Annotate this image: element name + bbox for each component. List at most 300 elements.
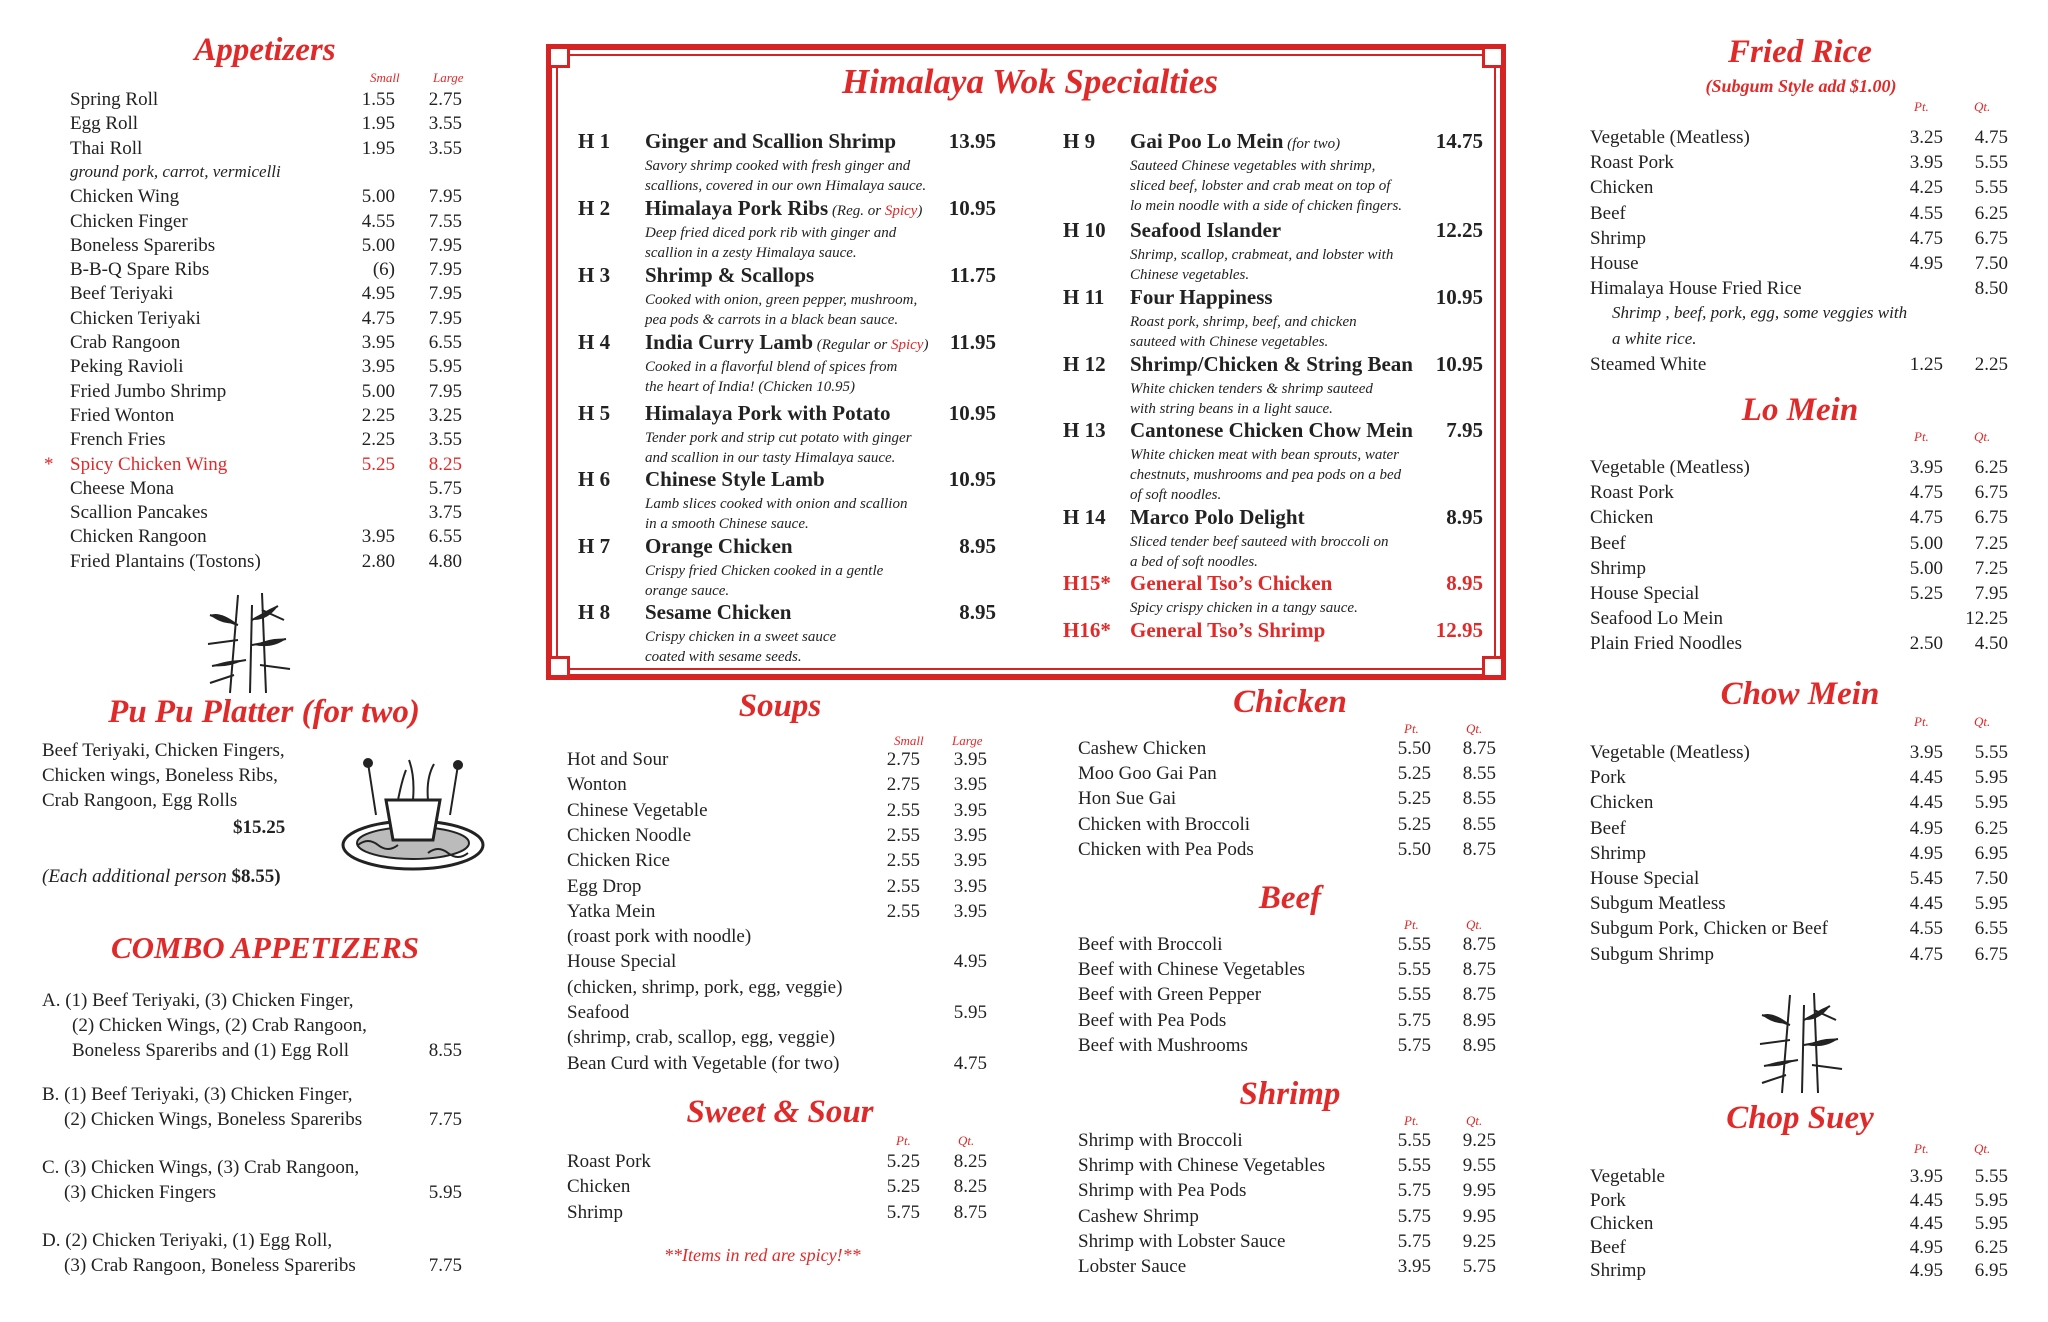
- item-price-small: 4.95: [1909, 1236, 1943, 1258]
- menu-item: [70, 308, 462, 332]
- shrimp-title: Shrimp: [1239, 1076, 1341, 1112]
- menu-item: [70, 478, 462, 502]
- item-price-large: 8.75: [1462, 984, 1496, 1006]
- item-price-large: 5.95: [1974, 1189, 2008, 1211]
- specialty-price: 10.95: [1435, 352, 1483, 376]
- item-name: Seafood: [567, 1002, 630, 1023]
- item-price-large: 7.25: [1974, 557, 2008, 579]
- pupu-line: Beef Teriyaki, Chicken Fingers,: [42, 740, 285, 761]
- specialty-price: 14.75: [1435, 129, 1483, 153]
- menu-item: [1590, 1260, 2008, 1284]
- item-price-large: 5.55: [1974, 177, 2008, 199]
- specialty-code: H 6: [578, 467, 611, 491]
- lo-mein-title: Lo Mein: [1741, 392, 1859, 428]
- chicken-col-small: Pt.: [1404, 721, 1419, 736]
- item-price-large: 8.55: [1462, 813, 1496, 835]
- shrimp-col-small: Pt.: [1404, 1113, 1419, 1128]
- specialty-name-text: Cantonese Chicken Chow Mein: [1130, 418, 1413, 442]
- lo-mein-col-large: Qt.: [1974, 429, 1991, 444]
- item-price-small: 5.55: [1397, 984, 1431, 1006]
- specialty-name: [1130, 218, 1281, 243]
- item-price-small: 5.75: [1397, 1205, 1431, 1227]
- combo-price: 7.75: [428, 1255, 462, 1276]
- item-price-large: 9.25: [1462, 1230, 1496, 1252]
- specialty-name: [645, 534, 793, 559]
- specialty-description: [1130, 312, 1357, 352]
- item-price-large: 6.95: [1974, 842, 2008, 864]
- menu-item: [1590, 918, 2008, 942]
- combo-price: 7.75: [428, 1109, 462, 1130]
- specialty-name-text: Seafood Islander: [1130, 218, 1282, 242]
- item-price-small: 5.45: [1909, 868, 1943, 889]
- specialty-desc-line: lo mein noodle with a side of chicken fingers.: [1130, 198, 1403, 214]
- chop-suey-col-large: Qt.: [1974, 1141, 1991, 1156]
- menu-item: [70, 502, 462, 526]
- menu-item: [1590, 1166, 2008, 1190]
- item-price-large: 7.50: [1974, 253, 2008, 274]
- item-price-large: 6.75: [1974, 482, 2008, 504]
- specialty-name: [1130, 505, 1305, 530]
- item-price-small: 4.45: [1909, 1189, 1943, 1211]
- specialty-name-text: Himalaya Pork Ribs: [645, 196, 829, 220]
- item-name: B-B-Q Spare Ribs: [70, 259, 210, 281]
- item-name: Shrimp: [567, 1201, 623, 1223]
- menu-item: [567, 1151, 987, 1175]
- item-name: House Special: [1590, 583, 1700, 604]
- item-price-large: 4.95: [953, 951, 987, 973]
- sweet-sour-col-large: Qt.: [958, 1133, 975, 1148]
- pupu-additional-label: (Each additional person: [42, 866, 227, 887]
- menu-item: [1590, 893, 2008, 917]
- item-name: Vegetable (Meatless): [1590, 457, 1750, 478]
- specialty-code: H 11: [1063, 285, 1105, 309]
- item-price-large: 6.25: [1974, 1236, 2008, 1258]
- item-price-large: 6.25: [1974, 202, 2008, 224]
- bamboo-illustration: [200, 585, 300, 695]
- menu-item: [1078, 1130, 1496, 1154]
- item-name: Subgum Shrimp: [1590, 943, 1715, 965]
- item-price-small: 5.00: [1909, 532, 1943, 554]
- specialty-code: H16*: [1063, 618, 1111, 642]
- specialty-price: 8.95: [1446, 571, 1483, 595]
- item-price-large: 3.55: [428, 113, 462, 135]
- specialty-name-text: Shrimp/Chicken & String Bean: [1130, 352, 1413, 376]
- item-name: Beef: [1590, 1236, 1626, 1258]
- item-name: House Special: [1590, 868, 1700, 889]
- specialty-desc-line: Spicy crispy chicken in a tangy sauce.: [1130, 600, 1358, 616]
- specialty-name-text: Orange Chicken: [645, 534, 793, 558]
- specialty-description: [645, 494, 907, 534]
- item-price-large: 5.95: [1974, 1213, 2008, 1235]
- item-price-large: 4.75: [953, 1052, 987, 1074]
- specialty-price: 8.95: [1446, 505, 1483, 529]
- item-price-large: 8.95: [1462, 1009, 1496, 1031]
- appetizers-col-small: Small: [370, 70, 400, 85]
- item-price-small: 5.55: [1397, 1130, 1431, 1151]
- item-price-small: 2.75: [886, 774, 920, 796]
- item-price-small: 5.25: [886, 1176, 920, 1198]
- item-name: House: [1590, 253, 1639, 274]
- menu-item: [567, 850, 987, 874]
- specialty-desc-line: sliced beef, lobster and crab meat on top of: [1130, 178, 1391, 194]
- specialty-code: H 10: [1063, 218, 1106, 242]
- item-price-large: 3.95: [953, 774, 987, 796]
- specialty-description: [645, 357, 897, 397]
- item-price-small: 5.75: [1397, 1230, 1431, 1252]
- pupu-line: Crab Rangoon, Egg Rolls: [42, 790, 238, 811]
- item-name: Fried Jumbo Shrimp: [70, 380, 227, 402]
- specialty-desc-line: scallions, covered in our own Himalaya sauce.: [645, 178, 927, 194]
- specialty-price: 11.75: [949, 263, 996, 287]
- specialty-name: [1130, 352, 1413, 377]
- menu-item: [1590, 818, 2008, 842]
- fried-rice-col-large: Qt.: [1974, 99, 1991, 114]
- specialty-code: H 14: [1063, 505, 1106, 529]
- item-name: Seafood Lo Mein: [1590, 608, 1723, 630]
- item-price-large: 5.75: [1462, 1256, 1496, 1277]
- specialty-name: [645, 467, 825, 492]
- menu-item: [1590, 177, 2008, 201]
- item-price-large: 8.75: [1462, 738, 1496, 759]
- item-name: Egg Roll: [70, 113, 139, 135]
- item-name: Beef: [1590, 817, 1626, 839]
- item-price-large: 4.75: [1974, 127, 2008, 148]
- menu-item: [70, 526, 462, 550]
- menu-item: [1590, 1190, 2008, 1214]
- item-name: Shrimp with Chinese Vegetables: [1078, 1155, 1326, 1177]
- item-price-small: 2.25: [361, 404, 395, 426]
- menu-item: [70, 356, 462, 380]
- menu-item: [1590, 558, 2008, 582]
- menu-item: [70, 405, 462, 429]
- specialty-code: H 1: [578, 129, 611, 153]
- specialty-code: H 8: [578, 600, 611, 624]
- item-price-large: 5.75: [428, 477, 462, 499]
- item-name: Chicken Rice: [567, 850, 670, 872]
- specialty-name: [1130, 571, 1332, 596]
- menu-item: [1590, 608, 2008, 632]
- item-name: Moo Goo Gai Pan: [1078, 763, 1217, 785]
- combo-line: Boneless Spareribs and (1) Egg Roll: [72, 1040, 350, 1061]
- specialty-description: [1130, 532, 1389, 572]
- combo-line: C. (3) Chicken Wings, (3) Crab Rangoon,: [42, 1157, 360, 1178]
- menu-item: [1590, 583, 2008, 607]
- specialty-description: [645, 428, 912, 468]
- menu-item: [1590, 533, 2008, 557]
- specialty-desc-line: Chinese vegetables.: [1130, 267, 1250, 283]
- item-price-small: 1.95: [361, 137, 395, 159]
- specialty-name: [645, 600, 791, 625]
- item-price-small: 2.80: [361, 550, 395, 572]
- item-price-large: 7.95: [428, 186, 462, 208]
- specialty-desc-line: Sliced tender beef sauteed with broccoli on: [1130, 534, 1389, 550]
- item-price-small: 4.75: [361, 307, 395, 329]
- item-name: Beef with Mushrooms: [1078, 1034, 1248, 1056]
- item-name: Chicken: [1590, 507, 1654, 529]
- item-price-small: 5.25: [1397, 813, 1431, 835]
- item-price-small: 4.95: [1909, 842, 1943, 864]
- menu-item: [1590, 868, 2008, 892]
- item-name: Spicy Chicken Wing: [70, 453, 228, 475]
- item-price-small: 2.75: [886, 749, 920, 770]
- menu-item: [567, 977, 987, 1001]
- item-price-small: 2.25: [361, 429, 395, 451]
- menu-item: [44, 453, 462, 478]
- beef-col-large: Qt.: [1466, 917, 1483, 932]
- specialty-option-spicy: Spicy: [890, 337, 924, 353]
- beef-title: Beef: [1258, 880, 1322, 916]
- item-name: Subgum Pork, Chicken or Beef: [1590, 918, 1829, 940]
- specialty-desc-line: Lamb slices cooked with onion and scallion: [645, 496, 908, 512]
- item-price-small: 4.95: [1909, 1260, 1943, 1282]
- item-name: Beef with Broccoli: [1078, 934, 1223, 955]
- item-price-large: 5.95: [1974, 792, 2008, 814]
- appetizers-col-large: Large: [433, 70, 464, 85]
- box-corner: [1482, 656, 1504, 678]
- specialty-name-text: Marco Polo Delight: [1130, 505, 1305, 529]
- item-price-small: 5.25: [361, 453, 395, 475]
- item-price-small: 1.25: [1909, 353, 1943, 375]
- specialty-desc-line: coated with sesame seeds.: [645, 649, 802, 665]
- combo-item: [42, 1082, 462, 1132]
- specialty-option: (for two): [1283, 136, 1341, 152]
- specialty-name-text: Shrimp & Scallops: [645, 263, 815, 287]
- item-name: (shrimp, crab, scallop, egg, veggie): [567, 1027, 836, 1049]
- item-name: Chicken Teriyaki: [70, 307, 201, 329]
- item-name: Fried Wonton: [70, 404, 175, 426]
- item-name: Chicken Wing: [70, 186, 180, 208]
- item-price-small: 3.95: [1909, 457, 1943, 478]
- item-name: Chicken: [567, 1176, 631, 1198]
- item-price-large: 3.95: [953, 799, 987, 821]
- specialty-description: [1130, 245, 1393, 285]
- item-price-small: 4.95: [1909, 253, 1943, 274]
- item-price-large: 6.25: [1974, 457, 2008, 478]
- specialty-code: H15*: [1063, 571, 1111, 595]
- lo-mein-col-small: Pt.: [1914, 429, 1929, 444]
- menu-item: [70, 381, 462, 405]
- menu-item: [1078, 738, 1496, 762]
- menu-item: [70, 138, 462, 162]
- pupu-price: $15.25: [233, 817, 286, 838]
- item-price-large: 9.55: [1462, 1155, 1496, 1177]
- specialty-desc-line: Cooked with onion, green pepper, mushroom,: [645, 292, 918, 308]
- item-price-large: 5.95: [953, 1002, 987, 1023]
- menu-item: [567, 800, 987, 824]
- item-price-small: 5.25: [1909, 583, 1943, 604]
- menu-item: [1590, 354, 2008, 378]
- item-name: Vegetable (Meatless): [1590, 127, 1750, 148]
- specialty-name-text: Gai Poo Lo Mein: [1130, 129, 1284, 153]
- spicy-footnote: **Items in red are spicy!**: [664, 1245, 861, 1265]
- combo-line: (2) Chicken Wings, Boneless Spareribs: [64, 1109, 363, 1130]
- item-price-small: 5.25: [1397, 788, 1431, 810]
- item-price-large: 6.75: [1974, 227, 2008, 249]
- menu-item: [1590, 742, 2008, 766]
- menu-item: [1078, 1256, 1496, 1280]
- combo-line: (3) Crab Rangoon, Boneless Spareribs: [64, 1255, 356, 1276]
- chop-suey-col-small: Pt.: [1914, 1141, 1929, 1156]
- specialty-desc-line: Crispy chicken in a sweet sauce: [645, 629, 837, 645]
- item-price-small: 5.50: [1397, 838, 1431, 860]
- item-price-large: 12.25: [1965, 608, 2008, 630]
- item-name: Chicken Noodle: [567, 824, 692, 846]
- item-name: Chicken with Broccoli: [1078, 813, 1251, 835]
- specialty-name: [645, 129, 896, 154]
- item-price-small: 5.55: [1397, 1155, 1431, 1177]
- item-name: French Fries: [70, 429, 166, 451]
- item-name: Thai Roll: [70, 137, 143, 159]
- item-price-large: 8.55: [1462, 763, 1496, 785]
- menu-item: [1590, 1237, 2008, 1261]
- item-price-large: 6.25: [1974, 817, 2008, 839]
- item-price-large: 3.95: [953, 900, 987, 922]
- item-price-small: 3.95: [361, 526, 395, 548]
- item-price-large: 6.75: [1974, 943, 2008, 965]
- menu-item: [1078, 984, 1496, 1008]
- item-name: Beef with Green Pepper: [1078, 984, 1262, 1006]
- menu-item: [1078, 1035, 1496, 1059]
- item-name: Cheese Mona: [70, 477, 174, 499]
- specialty-description: [1130, 598, 1358, 618]
- item-name: Beef with Pea Pods: [1078, 1009, 1227, 1031]
- item-price-small: 2.55: [886, 799, 920, 821]
- specialty-code: H 4: [578, 330, 611, 354]
- menu-item: [1590, 792, 2008, 816]
- item-price-large: 6.55: [1974, 918, 2008, 940]
- specialty-name-text: Chinese Style Lamb: [645, 467, 825, 491]
- combo-item: [42, 1228, 462, 1278]
- item-price-small: 3.25: [1909, 127, 1943, 148]
- item-price-small: 3.95: [361, 356, 395, 378]
- item-price-large: 7.25: [1974, 532, 2008, 554]
- pupu-title: Pu Pu Platter (for two): [108, 694, 420, 730]
- specialty-desc-line: Crispy fried Chicken cooked in a gentle: [645, 563, 884, 579]
- item-name: Hon Sue Gai: [1078, 788, 1177, 810]
- item-name: Shrimp with Pea Pods: [1078, 1180, 1247, 1202]
- item-price-small: 5.00: [361, 234, 395, 256]
- soups-col-small: Small: [894, 733, 924, 748]
- specialty-name: [1130, 618, 1325, 643]
- chow-mein-col-small: Pt.: [1914, 714, 1929, 729]
- item-price-small: 4.75: [1909, 943, 1943, 965]
- item-name: Beef Teriyaki: [70, 283, 174, 305]
- specialty-desc-line: orange sauce.: [645, 583, 730, 599]
- menu-item: [567, 876, 987, 900]
- specialty-code: H 5: [578, 401, 611, 425]
- menu-item: [1590, 253, 2008, 277]
- item-price-large: 8.25: [953, 1151, 987, 1172]
- item-price-large: 5.95: [428, 356, 462, 378]
- item-name: a white rice.: [1612, 328, 1697, 348]
- menu-item: [1078, 934, 1496, 958]
- item-price-small: 3.95: [361, 332, 395, 353]
- box-corner: [548, 656, 570, 678]
- item-price-large: 5.55: [1974, 152, 2008, 174]
- specialty-name: [645, 263, 814, 288]
- menu-item: [70, 429, 462, 453]
- item-name: Chicken with Pea Pods: [1078, 838, 1254, 860]
- specialty-description: [645, 290, 917, 330]
- specialty-desc-line: Roast pork, shrimp, beef, and chicken: [1130, 314, 1357, 330]
- item-name: Vegetable (Meatless): [1590, 742, 1750, 763]
- item-name: Beef: [1590, 532, 1626, 554]
- specialty-description: [645, 156, 926, 196]
- item-price-large: 3.95: [953, 824, 987, 846]
- item-price-small: 4.55: [361, 210, 395, 232]
- item-price-small: 3.95: [1909, 742, 1943, 763]
- item-name: Vegetable: [1590, 1166, 1665, 1187]
- item-name: Chinese Vegetable: [567, 799, 708, 821]
- item-name: Lobster Sauce: [1078, 1256, 1187, 1277]
- menu-item: [1078, 1010, 1496, 1034]
- specialty-name-text: General Tso’s Shrimp: [1130, 618, 1326, 642]
- item-price-small: 4.25: [1909, 177, 1943, 199]
- combo-price: 8.55: [428, 1040, 462, 1061]
- menu-item: [567, 749, 987, 773]
- item-price-large: 8.25: [428, 453, 462, 475]
- item-name: Boneless Spareribs: [70, 234, 216, 256]
- item-price-large: 7.50: [1974, 868, 2008, 889]
- item-price-small: 5.25: [1397, 763, 1431, 785]
- menu-item: [567, 926, 987, 950]
- menu-item: [70, 235, 462, 259]
- menu-item: [1078, 959, 1496, 983]
- item-price-small: 5.55: [1397, 934, 1431, 955]
- specialty-price: 12.25: [1435, 218, 1483, 242]
- item-name: Chicken Rangoon: [70, 526, 207, 548]
- item-price-large: 2.75: [428, 89, 462, 110]
- specialty-name-text: General Tso’s Chicken: [1130, 571, 1333, 595]
- item-price-large: 8.55: [1462, 788, 1496, 810]
- item-price-small: 2.55: [886, 900, 920, 922]
- item-name: Steamed White: [1590, 353, 1707, 375]
- appetizers-title: Appetizers: [194, 32, 336, 68]
- specialty-price: 10.95: [1435, 285, 1483, 309]
- item-price-small: 3.95: [1909, 152, 1943, 174]
- specialty-desc-line: Cooked in a flavorful blend of spices from: [645, 359, 898, 375]
- shrimp-col-large: Qt.: [1466, 1113, 1483, 1128]
- item-price-large: 9.95: [1462, 1180, 1496, 1202]
- item-price-large: 3.55: [428, 137, 462, 159]
- pupu-additional: [42, 866, 281, 888]
- specialty-option: (Reg. or: [828, 203, 885, 219]
- item-name: Shrimp: [1590, 1260, 1646, 1282]
- menu-item: [567, 901, 987, 925]
- specialty-option-spicy: Spicy: [884, 203, 918, 219]
- combo-line: (3) Chicken Fingers: [64, 1182, 216, 1203]
- specialty-name-text: Himalaya Pork with Potato: [645, 401, 891, 425]
- item-price-large: 6.75: [1974, 507, 2008, 529]
- item-price-small: 2.55: [886, 824, 920, 846]
- item-price-small: 4.45: [1909, 792, 1943, 814]
- item-price-small: 5.75: [886, 1201, 920, 1223]
- specialty-price: 10.95: [948, 401, 996, 425]
- item-price-large: 7.95: [428, 283, 462, 305]
- menu-item: [567, 1027, 987, 1051]
- item-name: Yatka Mein: [567, 900, 656, 922]
- menu-item: [1078, 814, 1496, 838]
- specialty-name: [645, 196, 922, 221]
- item-price-small: 5.75: [1397, 1034, 1431, 1056]
- item-price-large: 2.25: [1974, 353, 2008, 375]
- specialty-desc-line: of soft noodles.: [1130, 487, 1222, 503]
- item-price-large: 8.75: [1462, 838, 1496, 860]
- specialty-code: H 3: [578, 263, 611, 287]
- menu-item: [567, 774, 987, 798]
- item-name: Chicken: [1590, 177, 1654, 199]
- item-name: Egg Drop: [567, 875, 642, 897]
